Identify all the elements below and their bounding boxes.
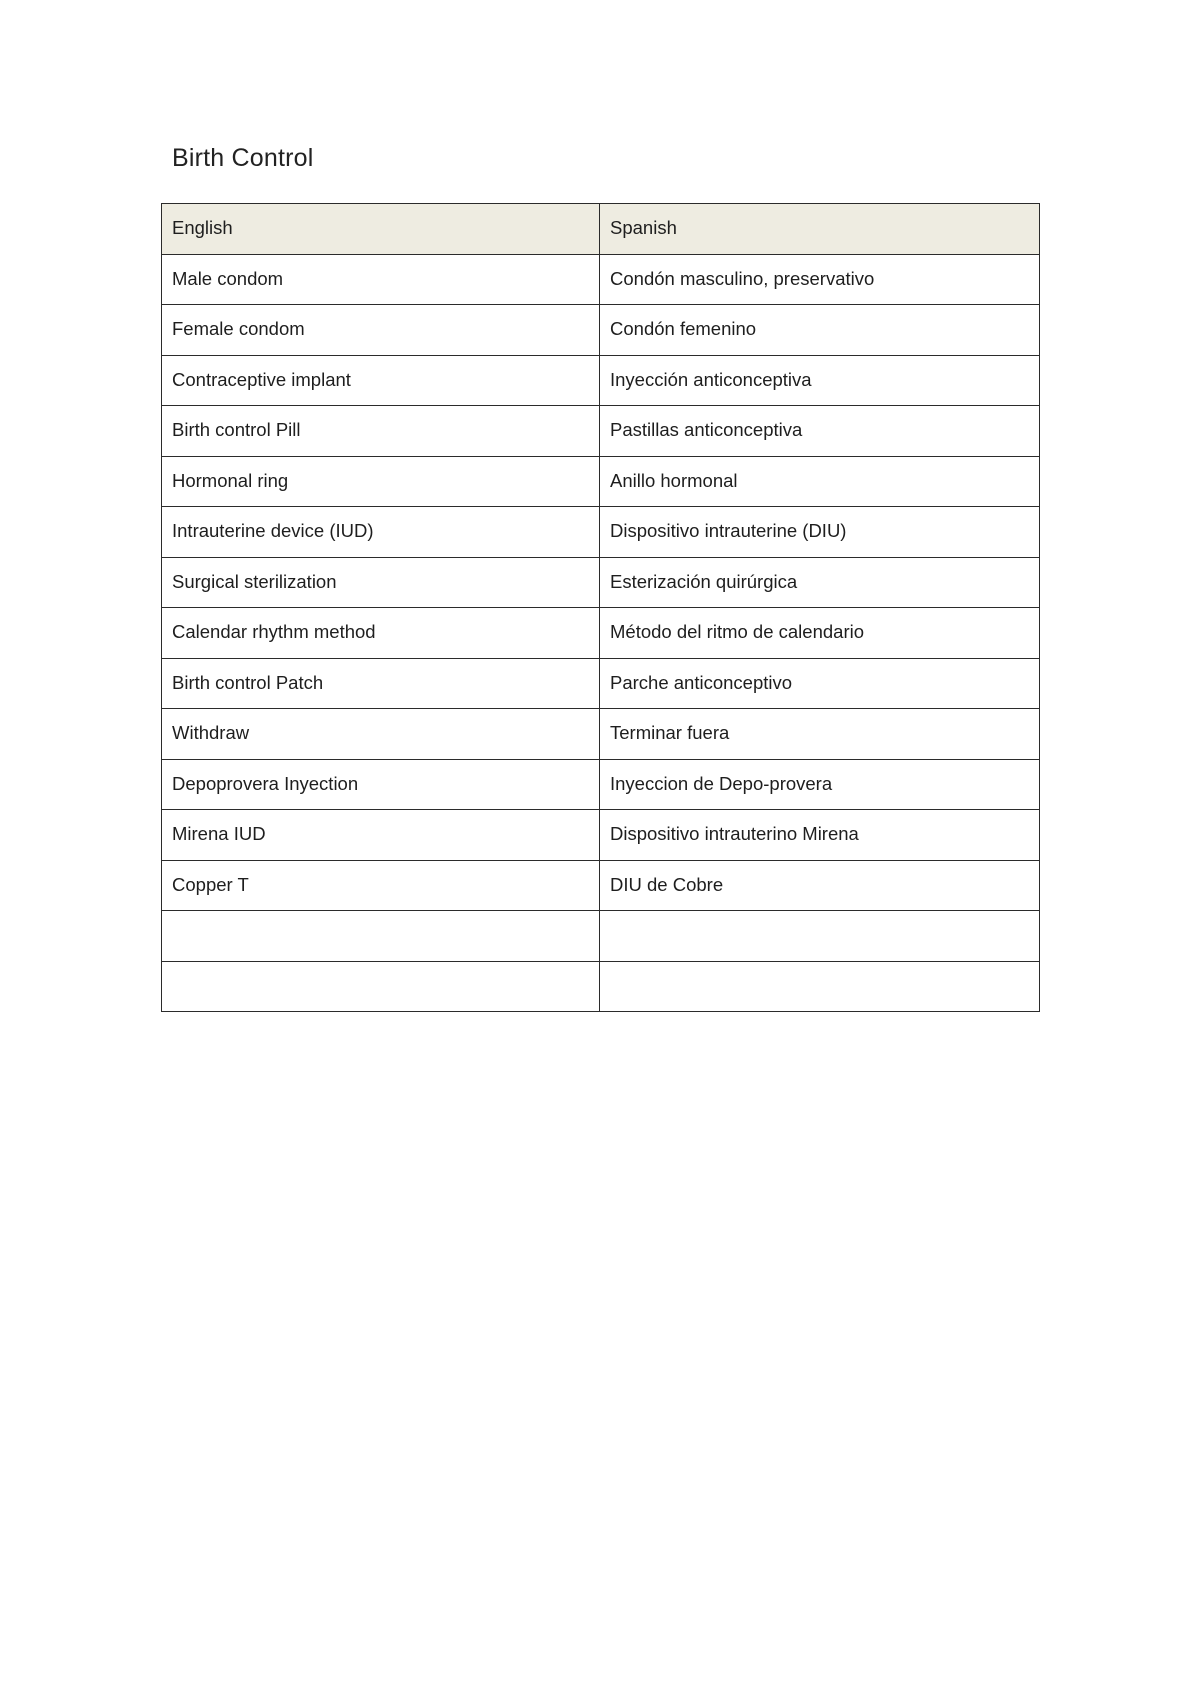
english-cell: Withdraw — [162, 709, 600, 760]
english-cell: Birth control Patch — [162, 658, 600, 709]
spanish-cell: Esterización quirúrgica — [600, 557, 1040, 608]
english-cell: Copper T — [162, 860, 600, 911]
english-cell: Depoprovera Inyection — [162, 759, 600, 810]
spanish-cell: Parche anticonceptivo — [600, 658, 1040, 709]
spanish-cell: Condón femenino — [600, 305, 1040, 356]
spanish-cell: Pastillas anticonceptiva — [600, 406, 1040, 457]
table-row — [162, 355, 1040, 406]
spanish-cell: Método del ritmo de calendario — [600, 608, 1040, 659]
header-english: English — [162, 204, 600, 255]
spanish-cell: Terminar fuera — [600, 709, 1040, 760]
english-cell: Intrauterine device (IUD) — [162, 507, 600, 558]
english-cell — [162, 911, 600, 962]
english-cell: Male condom — [162, 254, 600, 305]
spanish-cell — [600, 961, 1040, 1012]
vocabulary-table — [161, 203, 1040, 1012]
header-spanish: Spanish — [600, 204, 1040, 255]
english-cell: Birth control Pill — [162, 406, 600, 457]
table-row — [162, 406, 1040, 457]
table-row — [162, 305, 1040, 356]
spanish-cell — [600, 911, 1040, 962]
table-row-empty — [162, 961, 1040, 1012]
english-cell: Calendar rhythm method — [162, 608, 600, 659]
table-row — [162, 608, 1040, 659]
table-row — [162, 860, 1040, 911]
page-title: Birth Control — [172, 144, 314, 172]
table-row — [162, 507, 1040, 558]
english-cell: Surgical sterilization — [162, 557, 600, 608]
spanish-cell: Condón masculino, preservativo — [600, 254, 1040, 305]
english-cell: Mirena IUD — [162, 810, 600, 861]
spanish-cell: Inyección anticonceptiva — [600, 355, 1040, 406]
spanish-cell: Inyeccion de Depo-provera — [600, 759, 1040, 810]
spanish-cell: Dispositivo intrauterine (DIU) — [600, 507, 1040, 558]
table-header-row — [162, 204, 1040, 255]
english-cell: Female condom — [162, 305, 600, 356]
table-row-empty — [162, 911, 1040, 962]
table-row — [162, 759, 1040, 810]
table-row — [162, 456, 1040, 507]
spanish-cell: DIU de Cobre — [600, 860, 1040, 911]
spanish-cell: Dispositivo intrauterino Mirena — [600, 810, 1040, 861]
table-row — [162, 709, 1040, 760]
table-row — [162, 254, 1040, 305]
english-cell: Contraceptive implant — [162, 355, 600, 406]
spanish-cell: Anillo hormonal — [600, 456, 1040, 507]
table-row — [162, 658, 1040, 709]
english-cell: Hormonal ring — [162, 456, 600, 507]
table-row — [162, 810, 1040, 861]
table-row — [162, 557, 1040, 608]
english-cell — [162, 961, 600, 1012]
